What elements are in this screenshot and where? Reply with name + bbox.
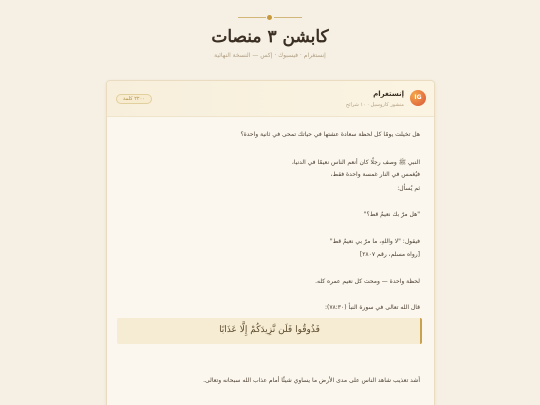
quran-verse-box: [117, 318, 422, 344]
ornament-line-right: [274, 17, 302, 18]
ornament-dot: [267, 15, 272, 20]
post-meta: منشور كاروسيل · ١٠ شرائح: [345, 102, 404, 108]
post-line-1: هل تخيلت يومًا كل لحظة سعادة عشتها في حياتك تمحى في ثانية واحدة؟: [240, 131, 420, 138]
post-line-4: ثم يُسأل:: [397, 185, 420, 192]
post-line-10: أشد تعذيب شاهد الناس على مدى الأرض ما يساوي شيئًا أمام عذاب الله سبحانه وتعالى.: [203, 377, 420, 384]
post-line-5: "هل مرّ بك نعيمٌ قط؟": [363, 211, 420, 218]
word-count-badge: ٢٢٠٠ كلمة: [116, 94, 152, 104]
post-line-2: النبي ﷺ وصف رجلًا كان أنعم الناس نعيمًا في الدنيا،: [291, 159, 420, 166]
post-line-6: فيقول: "لا واللهِ، ما مرّ بي نعيمٌ قط": [329, 238, 420, 245]
instagram-avatar-icon: IG: [410, 90, 426, 106]
post-line-8: لحظة واحدة — ومحت كل نعيم عمره كله.: [315, 278, 420, 285]
platform-name: إنستغرام: [373, 90, 404, 98]
post-line-7: [رواه مسلم، رقم ٢٨٠٧]: [359, 251, 420, 258]
post-line-9: قال الله تعالى في سورة النبأ (٧٨:٣٠):: [324, 304, 420, 311]
post-card-header: [107, 81, 434, 117]
header-ornament: [238, 15, 302, 21]
ornament-line-left: [238, 17, 266, 18]
quran-verse: فَذُوقُوا فَلَن نَّزِيدَكُمْ إِلَّا عَذَابًا: [219, 325, 320, 335]
page-subtitle: إنستغرام · فيسبوك · إكس — النسخة النهائية: [214, 52, 326, 59]
page-title: كابشن ٣ منصات: [211, 27, 329, 47]
post-line-3: فيُغمس في النار غمسة واحدة فقط،: [330, 171, 420, 178]
